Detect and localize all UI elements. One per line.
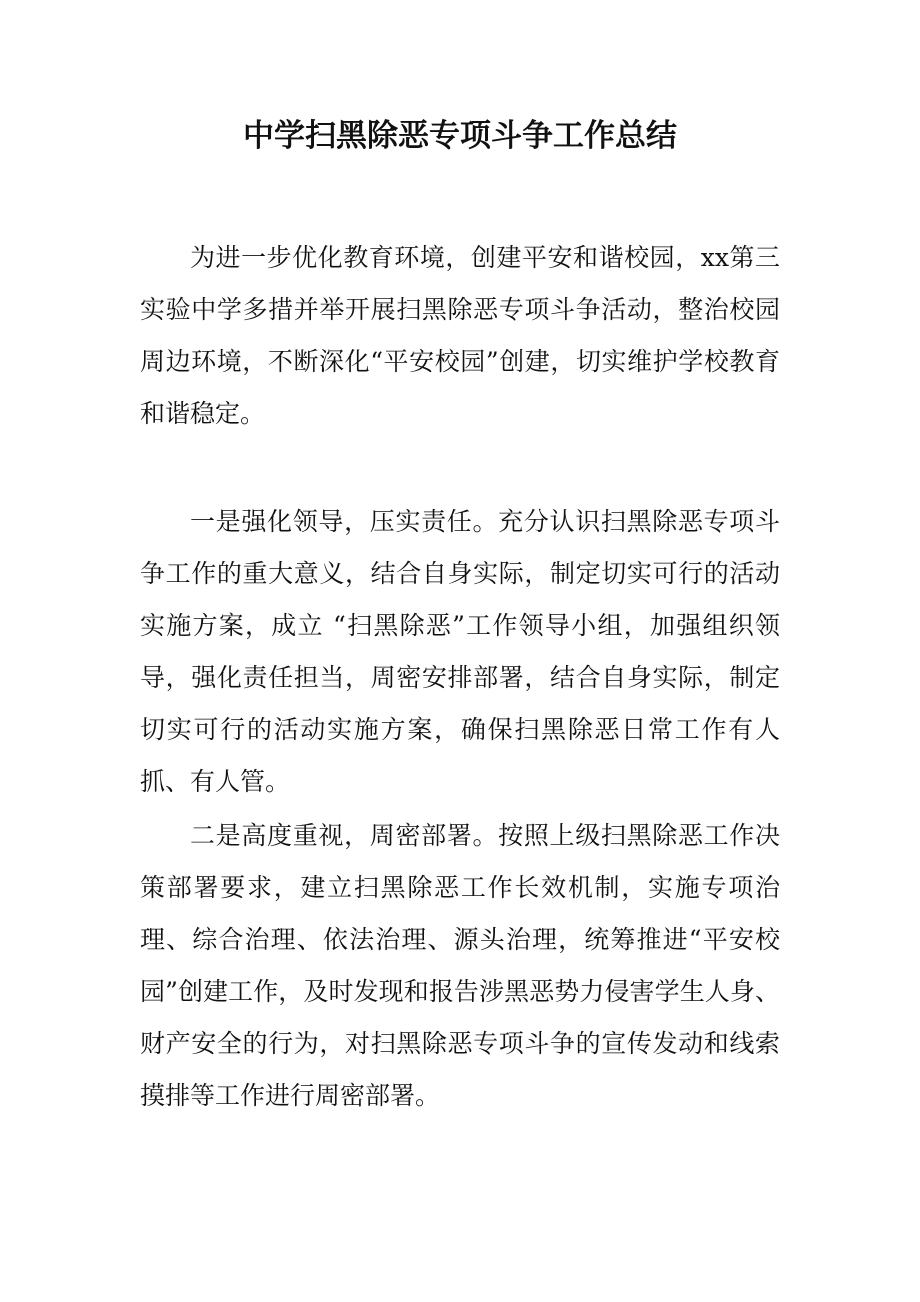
paragraph-intro: 为进一步优化教育环境，创建平安和谐校园，xx第三实验中学多措并举开展扫黑除恶专项斗争活动，整治校园周边环境，不断深化“平安校园”创建，切实维护学校教育和谐稳定。 bbox=[140, 243, 780, 428]
paragraph-deployment: 二是高度重视，周密部署。按照上级扫黑除恶工作决策部署要求，建立扫黑除恶工作长效机制，实施专项治理、综合治理、依法治理、源头治理，统筹推进“平安校园”创建工作，及时发现和报告涉黑恶势力侵害学生人身、财产安全的行为，对扫黑除恶专项斗争的宣传发动和线索摸排等工作进行周密部署。 bbox=[140, 821, 780, 1110]
document-title: 中学扫黑除恶专项斗争工作总结 bbox=[243, 118, 677, 154]
paragraph-leadership: 一是强化领导，压实责任。充分认识扫黑除恶专项斗争工作的重大意义，结合自身实际，制定切实可行的活动实施方案，成立 “扫黑除恶”工作领导小组，加强组织领导，强化责任担当，周密安排部署，结合自身实际，制定切实可行的活动实施方案，确保扫黑除恶日常工作有人抓、有人管。 bbox=[140, 507, 780, 796]
